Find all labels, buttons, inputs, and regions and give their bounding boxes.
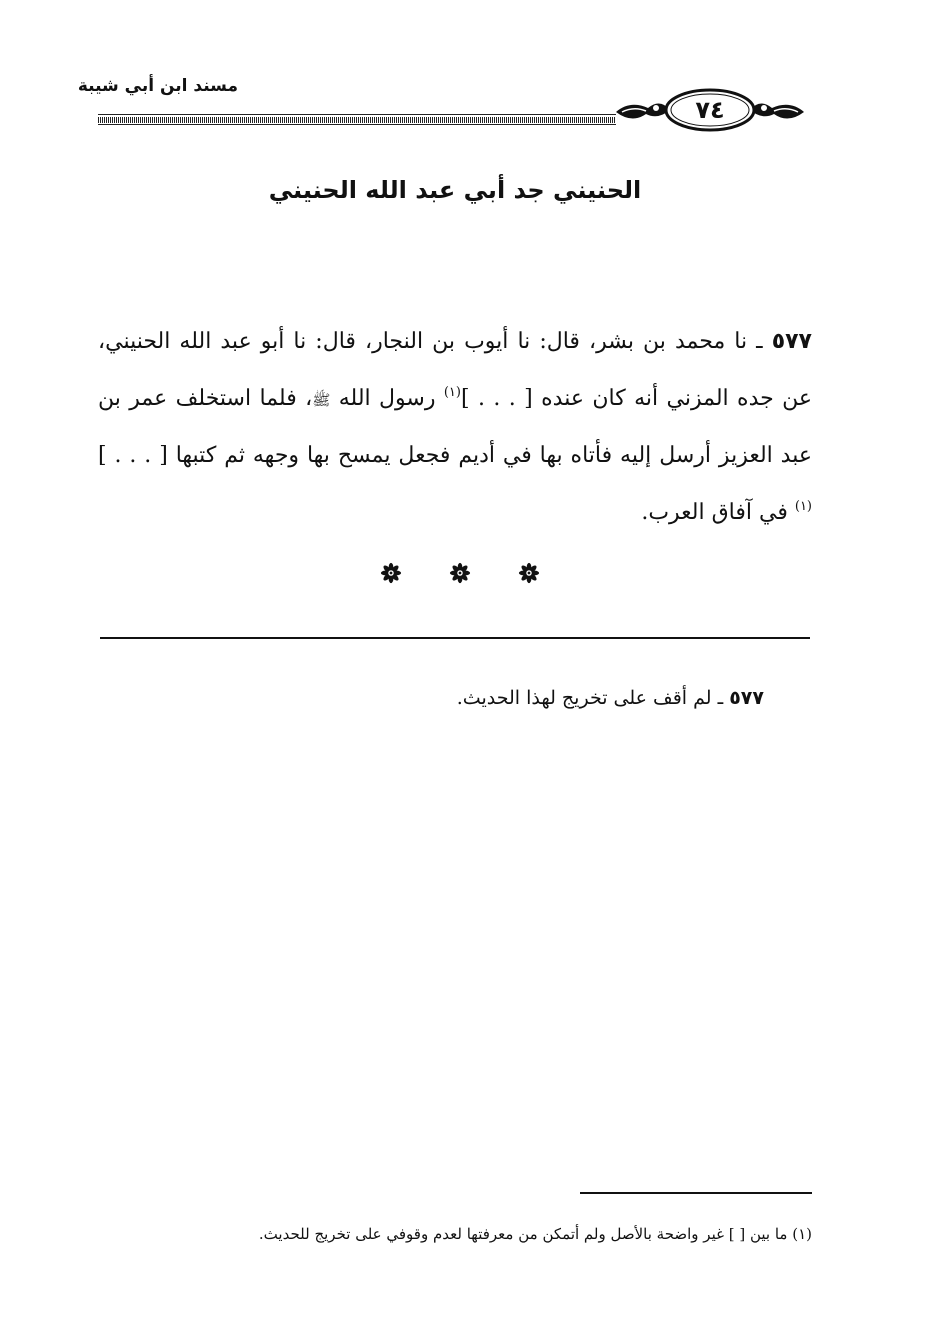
hadith-text-segment: ـ نا محمد بن بشر، قال: نا أيوب بن النجار، قال: نا أبو عبد الله الحنيني، عن جده المزني أنه كان عنده [ . . . ] — [98, 329, 812, 411]
takhrij-divider — [100, 637, 810, 639]
hadith-text-segment: ، فلما استخلف عمر بن عبد العزيز أرسل إليه فأتاه بها في أديم فجعل يمسح بها وجهه ثم كتبها [ . . . ] — [98, 385, 812, 468]
salla-ligature: ﷺ — [312, 390, 331, 409]
flower-star-icon — [518, 562, 540, 584]
section-separator — [380, 562, 540, 584]
flower-star-icon — [449, 562, 471, 584]
footnote-text: (١) ما بين [ ] غير واضحة بالأصل ولم أتمكن من معرفتها لعدم وقوفي على تخريج للحديث. — [258, 1225, 812, 1243]
chapter-title: الحنيني جد أبي عبد الله الحنيني — [268, 176, 642, 204]
footnote-reference: (١) — [794, 498, 812, 514]
hadith-paragraph — [98, 314, 812, 541]
footnote-reference: (١) — [443, 384, 461, 400]
hadith-text-segment: رسول الله — [330, 385, 444, 411]
takhrij-note — [100, 687, 764, 709]
page-number: ٧٤ — [695, 96, 725, 124]
hadith-text-segment: في آفاق العرب. — [641, 499, 795, 525]
hadith-number: ٥٧٧ — [771, 329, 812, 354]
footnote-divider — [580, 1192, 812, 1194]
takhrij-number: ٥٧٧ — [729, 687, 764, 709]
header-rule — [98, 114, 616, 126]
running-header-book-title: مسند ابن أبي شيبة — [77, 76, 238, 96]
flower-star-icon — [380, 562, 402, 584]
takhrij-text: ـ لم أقف على تخريج لهذا الحديث. — [456, 687, 730, 709]
